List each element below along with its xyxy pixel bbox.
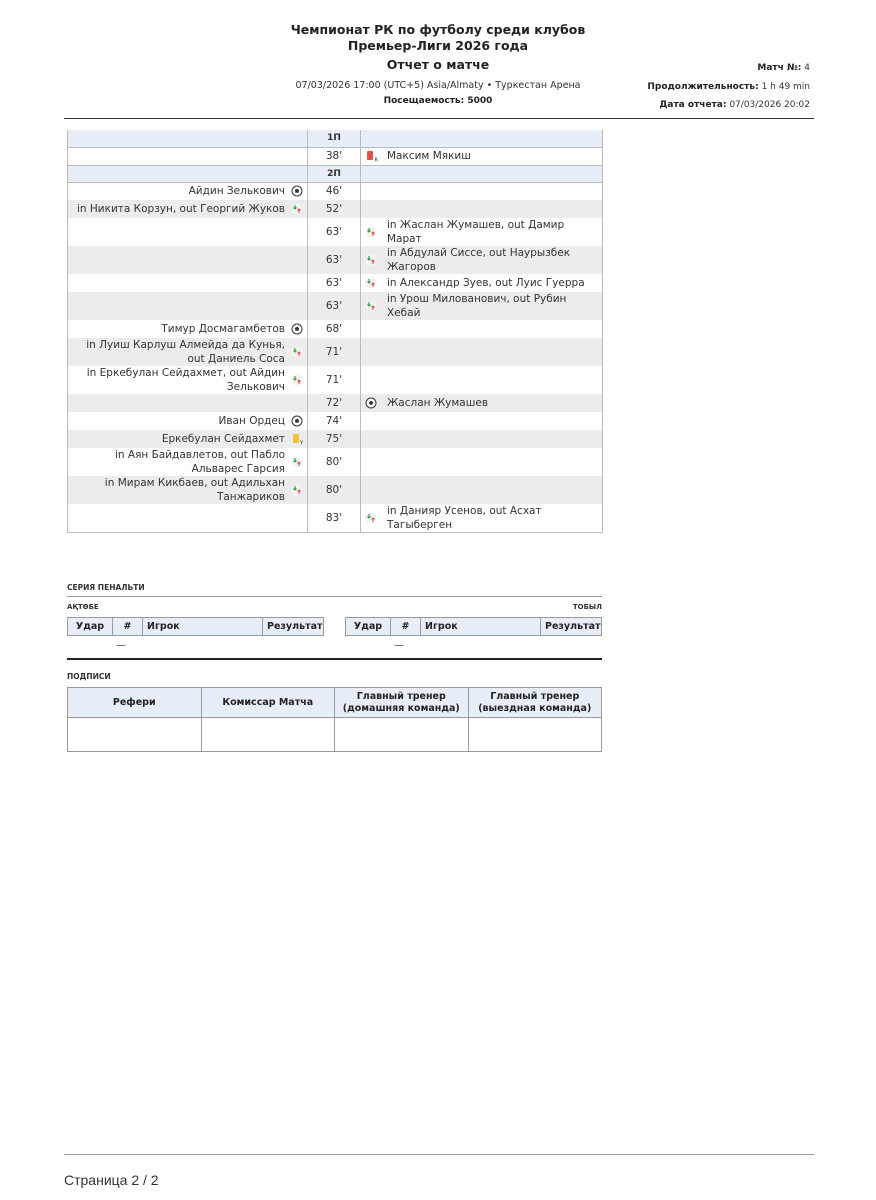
goal-icon [291, 415, 303, 427]
event-home-text: in Мирам Кикбаев, out Адильхан Танжариков [104, 477, 285, 503]
sig-home-coach-line1: Главный тренер [356, 690, 446, 702]
event-row [68, 182, 603, 200]
championship-title: Чемпионат РК по футболу среди клубов [290, 22, 586, 37]
event-row [68, 200, 603, 218]
event-row [68, 338, 603, 366]
event-home-cell [68, 320, 308, 338]
period-label: 1П [308, 130, 361, 147]
event-home-cell [68, 246, 308, 274]
event-row [68, 147, 603, 165]
goal-icon [291, 185, 303, 197]
match-events-table [67, 130, 603, 533]
event-away-text: in Абдулай Сиссе, out Наурызбек Жагоров [387, 247, 571, 273]
event-home-text: in Никита Корзун, out Георгий Жуков [76, 203, 285, 215]
goal-icon [365, 397, 377, 409]
event-away-cell [361, 504, 603, 533]
event-home-text: Еркебулан Сейдахмет [161, 433, 285, 445]
report-date [659, 100, 810, 110]
event-away-cell [361, 246, 603, 274]
event-away-text: in Александр Зуев, out Луис Гуерра [387, 277, 585, 289]
penalty-col-number: # [113, 618, 143, 636]
datetime-venue: 07/03/2026 17:00 (UTC+5) Asia/Almaty • Туркестан Арена [295, 80, 581, 91]
penalty-home-team: АҚТӨБЕ [67, 603, 99, 611]
sig-home-coach-line2: (домашняя команда) [342, 702, 460, 714]
event-home-cell [68, 274, 308, 292]
event-row [68, 246, 603, 274]
event-row [68, 320, 603, 338]
substitution-icon [291, 456, 303, 468]
match-number-value: 4 [804, 63, 810, 73]
penalty-col-result: Результат [263, 618, 324, 636]
penalty-divider [67, 596, 602, 597]
sig-home-coach-box[interactable] [335, 718, 469, 752]
penalty-col-result: Результат [541, 618, 602, 636]
report-date-value: 07/03/2026 20:02 [729, 100, 810, 110]
event-away-cell [361, 476, 603, 504]
event-away-cell [361, 274, 603, 292]
signatures-table [67, 687, 602, 752]
sig-commissioner-box[interactable] [201, 718, 335, 752]
event-minute: 71' [308, 338, 361, 366]
duration-value: 1 h 49 min [761, 82, 810, 92]
event-home-text: Иван Ордец [218, 415, 285, 427]
event-home-cell [68, 292, 308, 320]
substitution-icon [291, 203, 303, 215]
attendance-label: Посещаемость: [383, 96, 465, 106]
event-minute: 63' [308, 218, 361, 246]
substitution-icon [365, 277, 377, 289]
event-home-cell [68, 200, 308, 218]
event-minute: 74' [308, 412, 361, 430]
event-away-cell [361, 338, 603, 366]
sig-referee: Рефери [68, 688, 202, 718]
period-header-row [68, 130, 603, 147]
event-minute: 72' [308, 394, 361, 412]
penalty-away-empty: — [394, 640, 404, 651]
event-away-cell [361, 448, 603, 476]
event-row [68, 218, 603, 246]
event-minute: 68' [308, 320, 361, 338]
penalty-col-kick: Удар [68, 618, 113, 636]
event-home-text: in Еркебулан Сейдахмет, out Айдин Зелькович [86, 367, 285, 393]
sig-away-coach [468, 688, 602, 718]
penalty-col-player: Игрок [421, 618, 541, 636]
event-minute: 75' [308, 430, 361, 448]
event-minute: 38' [308, 147, 361, 165]
header-divider [64, 118, 814, 119]
event-home-cell [68, 412, 308, 430]
event-minute: 63' [308, 292, 361, 320]
penalty-home-empty: — [116, 640, 126, 651]
penalty-col-player: Игрок [143, 618, 263, 636]
event-home-text: in Аян Байдавлетов, out Пабло Альварес Гарсия [114, 449, 285, 475]
sig-home-coach [335, 688, 469, 718]
penalty-bottom-divider [67, 658, 602, 660]
penalty-series-title: СЕРИЯ ПЕНАЛЬТИ [67, 583, 145, 592]
event-away-cell [361, 366, 603, 394]
duration [647, 82, 810, 92]
substitution-icon [291, 346, 303, 358]
goal-icon [291, 323, 303, 335]
event-home-cell [68, 147, 308, 165]
event-row [68, 476, 603, 504]
event-minute: 80' [308, 448, 361, 476]
event-minute: 63' [308, 246, 361, 274]
event-away-text: in Данияр Усенов, out Асхат Тагыберген [387, 505, 542, 531]
event-home-cell [68, 366, 308, 394]
event-home-cell [68, 430, 308, 448]
sig-away-coach-line1: Главный тренер [490, 690, 580, 702]
period-label: 2П [308, 165, 361, 182]
match-number-label: Матч №: [757, 63, 802, 73]
duration-label: Продолжительность: [647, 82, 759, 92]
substitution-icon [365, 512, 377, 524]
event-away-text: Жаслан Жумашев [387, 397, 489, 409]
event-home-cell [68, 338, 308, 366]
event-home-cell [68, 476, 308, 504]
sig-commissioner: Комиссар Матча [201, 688, 335, 718]
attendance-value: 5000 [467, 96, 493, 106]
event-minute: 80' [308, 476, 361, 504]
period-home-blank [68, 130, 308, 147]
penalty-away-team: ТОБЫЛ [572, 603, 602, 611]
event-home-cell [68, 448, 308, 476]
red-card-icon [365, 150, 377, 162]
substitution-icon [291, 484, 303, 496]
event-away-cell [361, 182, 603, 200]
period-away-blank [361, 130, 603, 147]
sig-away-coach-line2: (выездная команда) [478, 702, 592, 714]
penalty-col-number: # [391, 618, 421, 636]
page-number: Страница 2 / 2 [64, 1172, 159, 1188]
substitution-icon [365, 226, 377, 238]
sig-referee-box[interactable] [68, 718, 202, 752]
event-away-cell [361, 430, 603, 448]
footer-divider [64, 1154, 814, 1155]
event-minute: 63' [308, 274, 361, 292]
report-date-label: Дата отчета: [659, 100, 727, 110]
event-away-cell [361, 147, 603, 165]
period-away-blank [361, 165, 603, 182]
event-away-text: in Урош Милованович, out Рубин Хебай [387, 293, 567, 319]
sig-away-coach-box[interactable] [468, 718, 602, 752]
event-row [68, 292, 603, 320]
report-header [0, 0, 848, 120]
event-away-cell [361, 200, 603, 218]
penalty-table-home [67, 617, 324, 636]
event-row [68, 274, 603, 292]
penalty-col-kick: Удар [346, 618, 391, 636]
event-away-cell [361, 218, 603, 246]
event-away-text: Максим Мякиш [387, 150, 471, 162]
event-minute: 83' [308, 504, 361, 533]
event-row [68, 430, 603, 448]
svg-text:Y: Y [300, 440, 304, 447]
event-row [68, 448, 603, 476]
event-home-cell [68, 218, 308, 246]
event-row [68, 504, 603, 533]
yellow-card-icon [291, 433, 303, 445]
penalty-table-away [345, 617, 602, 636]
substitution-icon [365, 254, 377, 266]
event-away-cell [361, 412, 603, 430]
event-row [68, 366, 603, 394]
substitution-icon [365, 300, 377, 312]
event-row [68, 394, 603, 412]
match-number [757, 63, 810, 73]
svg-text:R: R [374, 157, 378, 164]
report-title: Отчет о матче [386, 57, 490, 72]
event-away-cell [361, 292, 603, 320]
event-away-text: in Жаслан Жумашев, out Дамир Марат [387, 219, 565, 245]
event-row [68, 412, 603, 430]
event-away-cell [361, 320, 603, 338]
event-home-cell [68, 504, 308, 533]
signatures-title: ПОДПИСИ [67, 672, 111, 681]
event-home-text: in Луиш Карлуш Алмейда да Кунья, out Даниель Соса [86, 339, 285, 365]
event-away-cell [361, 394, 603, 412]
event-home-cell [68, 182, 308, 200]
event-minute: 71' [308, 366, 361, 394]
league-title: Премьер-Лиги 2026 года [347, 38, 529, 53]
period-header-row [68, 165, 603, 182]
event-minute: 46' [308, 182, 361, 200]
substitution-icon [291, 374, 303, 386]
event-home-text: Айдин Зелькович [188, 185, 285, 198]
period-home-blank [68, 165, 308, 182]
event-home-text: Тимур Досмагамбетов [161, 323, 285, 335]
event-home-cell [68, 394, 308, 412]
event-minute: 52' [308, 200, 361, 218]
